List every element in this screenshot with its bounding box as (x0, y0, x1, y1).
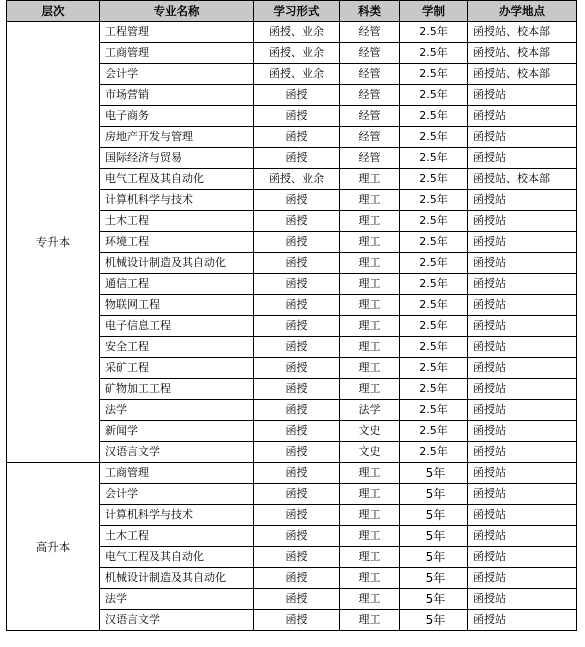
location-cell: 函授站 (468, 526, 577, 547)
study-form-cell: 函授 (254, 400, 340, 421)
study-form-cell: 函授、业余 (254, 22, 340, 43)
study-form-cell: 函授 (254, 526, 340, 547)
location-cell: 函授站 (468, 358, 577, 379)
major-cell: 土木工程 (100, 526, 254, 547)
study-form-cell: 函授 (254, 484, 340, 505)
category-cell: 理工 (340, 169, 400, 190)
study-form-cell: 函授 (254, 211, 340, 232)
table-row (7, 463, 577, 484)
major-cell: 计算机科学与技术 (100, 190, 254, 211)
category-cell: 理工 (340, 253, 400, 274)
study-form-cell: 函授 (254, 274, 340, 295)
location-cell: 函授站、校本部 (468, 64, 577, 85)
study-form-cell: 函授、业余 (254, 169, 340, 190)
study-form-cell: 函授 (254, 316, 340, 337)
duration-cell: 2.5年 (400, 379, 468, 400)
study-form-cell: 函授 (254, 568, 340, 589)
category-cell: 理工 (340, 316, 400, 337)
duration-cell: 2.5年 (400, 106, 468, 127)
location-cell: 函授站 (468, 190, 577, 211)
duration-cell: 2.5年 (400, 337, 468, 358)
study-form-cell: 函授 (254, 505, 340, 526)
location-cell: 函授站 (468, 463, 577, 484)
study-form-cell: 函授 (254, 190, 340, 211)
study-form-cell: 函授 (254, 85, 340, 106)
duration-cell: 5年 (400, 505, 468, 526)
major-cell: 电子商务 (100, 106, 254, 127)
duration-cell: 5年 (400, 610, 468, 631)
duration-cell: 2.5年 (400, 232, 468, 253)
major-cell: 市场营销 (100, 85, 254, 106)
major-cell: 机械设计制造及其自动化 (100, 253, 254, 274)
location-cell: 函授站 (468, 379, 577, 400)
study-form-cell: 函授 (254, 253, 340, 274)
category-cell: 理工 (340, 379, 400, 400)
major-cell: 法学 (100, 589, 254, 610)
category-cell: 理工 (340, 337, 400, 358)
category-cell: 理工 (340, 526, 400, 547)
category-cell: 理工 (340, 190, 400, 211)
major-cell: 汉语言文学 (100, 610, 254, 631)
category-cell: 文史 (340, 442, 400, 463)
study-form-cell: 函授、业余 (254, 43, 340, 64)
major-cell: 新闻学 (100, 421, 254, 442)
category-cell: 理工 (340, 463, 400, 484)
duration-cell: 2.5年 (400, 127, 468, 148)
location-cell: 函授站 (468, 148, 577, 169)
major-cell: 通信工程 (100, 274, 254, 295)
duration-cell: 2.5年 (400, 190, 468, 211)
duration-cell: 2.5年 (400, 295, 468, 316)
category-cell: 理工 (340, 589, 400, 610)
major-cell: 工商管理 (100, 463, 254, 484)
major-cell: 土木工程 (100, 211, 254, 232)
location-cell: 函授站 (468, 589, 577, 610)
study-form-cell: 函授 (254, 547, 340, 568)
level-cell: 高升本 (7, 463, 100, 631)
major-cell: 物联网工程 (100, 295, 254, 316)
location-cell: 函授站、校本部 (468, 22, 577, 43)
duration-cell: 5年 (400, 589, 468, 610)
category-cell: 经管 (340, 43, 400, 64)
category-cell: 法学 (340, 400, 400, 421)
major-cell: 工程管理 (100, 22, 254, 43)
category-cell: 经管 (340, 148, 400, 169)
duration-cell: 2.5年 (400, 358, 468, 379)
category-cell: 理工 (340, 232, 400, 253)
study-form-cell: 函授 (254, 358, 340, 379)
duration-cell: 2.5年 (400, 85, 468, 106)
location-cell: 函授站 (468, 547, 577, 568)
study-form-cell: 函授 (254, 148, 340, 169)
location-cell: 函授站 (468, 484, 577, 505)
major-cell: 电子信息工程 (100, 316, 254, 337)
header-major: 专业名称 (100, 1, 254, 22)
duration-cell: 2.5年 (400, 253, 468, 274)
category-cell: 经管 (340, 85, 400, 106)
study-form-cell: 函授 (254, 106, 340, 127)
major-cell: 会计学 (100, 484, 254, 505)
location-cell: 函授站 (468, 295, 577, 316)
duration-cell: 2.5年 (400, 421, 468, 442)
duration-cell: 2.5年 (400, 211, 468, 232)
location-cell: 函授站 (468, 211, 577, 232)
major-cell: 会计学 (100, 64, 254, 85)
location-cell: 函授站 (468, 85, 577, 106)
major-cell: 计算机科学与技术 (100, 505, 254, 526)
major-cell: 采矿工程 (100, 358, 254, 379)
study-form-cell: 函授 (254, 463, 340, 484)
study-form-cell: 函授、业余 (254, 64, 340, 85)
header-study-form: 学习形式 (254, 1, 340, 22)
major-cell: 国际经济与贸易 (100, 148, 254, 169)
level-cell: 专升本 (7, 22, 100, 463)
major-cell: 汉语言文学 (100, 442, 254, 463)
location-cell: 函授站 (468, 232, 577, 253)
location-cell: 函授站 (468, 274, 577, 295)
location-cell: 函授站 (468, 253, 577, 274)
duration-cell: 5年 (400, 484, 468, 505)
duration-cell: 2.5年 (400, 148, 468, 169)
header-duration: 学制 (400, 1, 468, 22)
category-cell: 文史 (340, 421, 400, 442)
category-cell: 理工 (340, 610, 400, 631)
category-cell: 经管 (340, 22, 400, 43)
study-form-cell: 函授 (254, 421, 340, 442)
duration-cell: 2.5年 (400, 274, 468, 295)
location-cell: 函授站 (468, 106, 577, 127)
header-location: 办学地点 (468, 1, 577, 22)
duration-cell: 2.5年 (400, 22, 468, 43)
study-form-cell: 函授 (254, 379, 340, 400)
major-cell: 环境工程 (100, 232, 254, 253)
category-cell: 理工 (340, 274, 400, 295)
category-cell: 经管 (340, 127, 400, 148)
duration-cell: 2.5年 (400, 64, 468, 85)
category-cell: 经管 (340, 64, 400, 85)
major-cell: 法学 (100, 400, 254, 421)
major-cell: 电气工程及其自动化 (100, 547, 254, 568)
category-cell: 理工 (340, 505, 400, 526)
duration-cell: 2.5年 (400, 400, 468, 421)
location-cell: 函授站 (468, 337, 577, 358)
header-level: 层次 (7, 1, 100, 22)
location-cell: 函授站、校本部 (468, 169, 577, 190)
study-form-cell: 函授 (254, 610, 340, 631)
page-bottom-margin (0, 626, 585, 647)
major-cell: 电气工程及其自动化 (100, 169, 254, 190)
table-row (7, 22, 577, 43)
category-cell: 理工 (340, 295, 400, 316)
major-cell: 矿物加工工程 (100, 379, 254, 400)
major-cell: 安全工程 (100, 337, 254, 358)
duration-cell: 5年 (400, 526, 468, 547)
location-cell: 函授站 (468, 127, 577, 148)
duration-cell: 5年 (400, 463, 468, 484)
location-cell: 函授站 (468, 316, 577, 337)
study-form-cell: 函授 (254, 442, 340, 463)
location-cell: 函授站、校本部 (468, 43, 577, 64)
major-cell: 机械设计制造及其自动化 (100, 568, 254, 589)
duration-cell: 5年 (400, 547, 468, 568)
location-cell: 函授站 (468, 442, 577, 463)
location-cell: 函授站 (468, 610, 577, 631)
study-form-cell: 函授 (254, 337, 340, 358)
study-form-cell: 函授 (254, 127, 340, 148)
major-cell: 工商管理 (100, 43, 254, 64)
location-cell: 函授站 (468, 568, 577, 589)
location-cell: 函授站 (468, 400, 577, 421)
header-category: 科类 (340, 1, 400, 22)
duration-cell: 2.5年 (400, 169, 468, 190)
programs-table (6, 0, 577, 631)
duration-cell: 2.5年 (400, 43, 468, 64)
category-cell: 理工 (340, 358, 400, 379)
location-cell: 函授站 (468, 421, 577, 442)
study-form-cell: 函授 (254, 232, 340, 253)
category-cell: 理工 (340, 547, 400, 568)
major-cell: 房地产开发与管理 (100, 127, 254, 148)
study-form-cell: 函授 (254, 295, 340, 316)
duration-cell: 2.5年 (400, 442, 468, 463)
category-cell: 理工 (340, 484, 400, 505)
category-cell: 理工 (340, 568, 400, 589)
location-cell: 函授站 (468, 505, 577, 526)
category-cell: 理工 (340, 211, 400, 232)
study-form-cell: 函授 (254, 589, 340, 610)
duration-cell: 5年 (400, 568, 468, 589)
category-cell: 经管 (340, 106, 400, 127)
duration-cell: 2.5年 (400, 316, 468, 337)
header-row (7, 1, 577, 22)
